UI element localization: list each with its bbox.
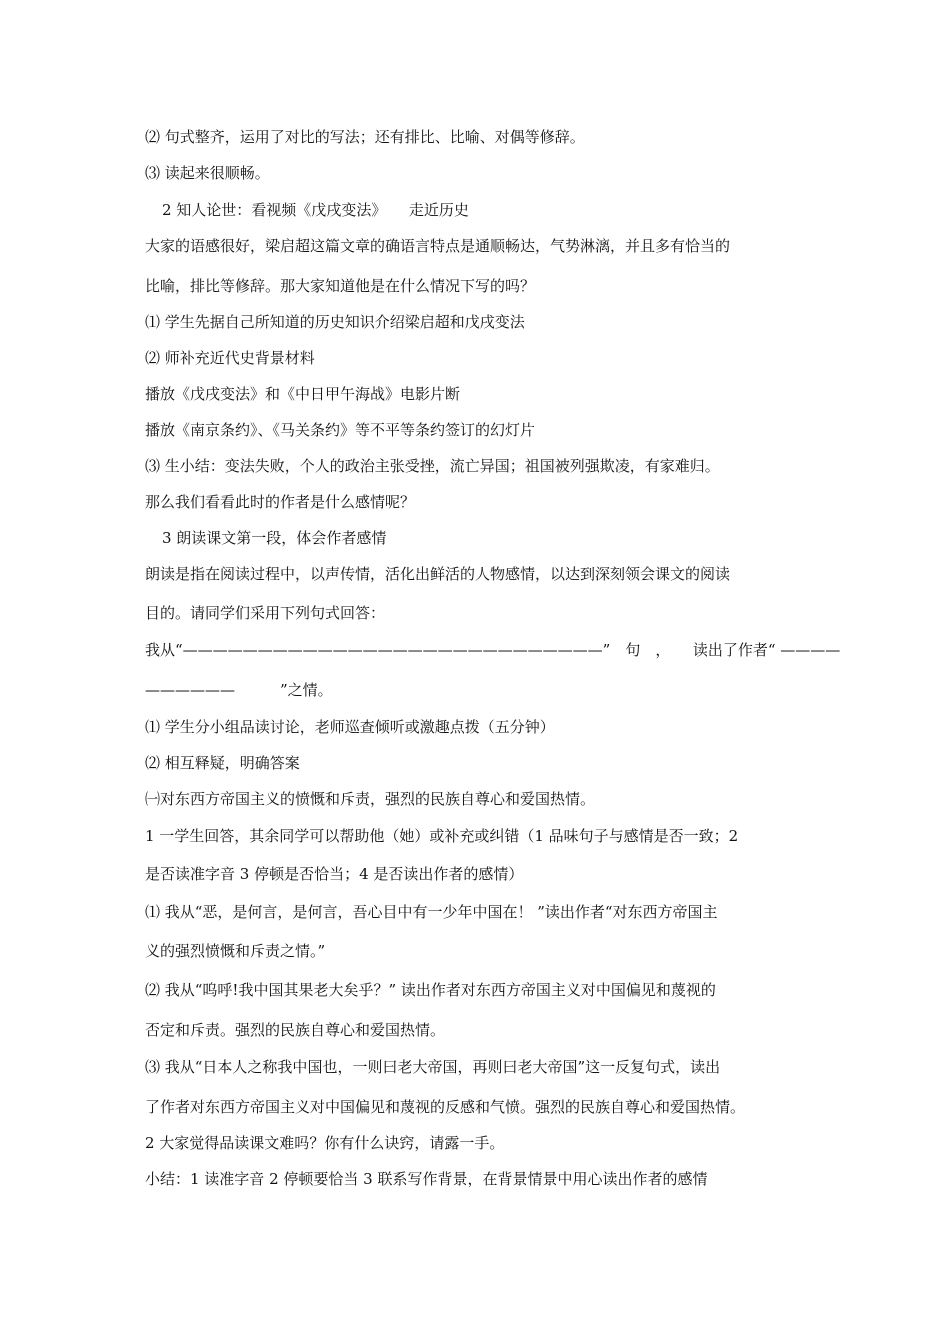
text-line: 否定和斥责。强烈的民族自尊心和爱国热情。: [145, 1021, 446, 1039]
text-line: ⑵ 我从“呜呼!我中国其果老大矣乎？” 读出作者对东西方帝国主义对中国偏见和蔑视的: [145, 981, 716, 999]
answer-template-line: —————— ”之情。: [145, 681, 333, 699]
text-line: 那么我们看看此时的作者是什么感情呢？: [145, 493, 416, 511]
text-line: 义的强烈愤慨和斥责之情。”: [145, 942, 326, 960]
text-line: 2 大家觉得品读课文难吗？你有什么诀窍，请露一手。: [145, 1134, 505, 1152]
text-line: ⑵ 句式整齐，运用了对比的写法；还有排比、比喻、对偶等修辞。: [145, 128, 585, 146]
text-line: 目的。请同学们采用下列句式回答：: [145, 604, 386, 622]
text-line: 朗读是指在阅读过程中，以声传情，活化出鲜活的人物感情，以达到深刻领会课文的阅读: [145, 565, 731, 583]
text-line: ⑴ 我从“恶，是何言，是何言，吾心目中有一少年中国在！ ”读出作者“对东西方帝国主: [145, 903, 718, 921]
section-heading: 3 朗读课文第一段，体会作者感情: [162, 529, 387, 547]
text-line: 大家的语感很好，梁启超这篇文章的确语言特点是通顺畅达，气势淋漓，并且多有恰当的: [145, 237, 731, 255]
text-line: 播放《戊戌变法》和《中日甲午海战》电影片断: [145, 385, 461, 403]
text-line: ⑶ 我从“日本人之称我中国也，一则曰老大帝国，再则曰老大帝国”这一反复句式，读出: [145, 1058, 721, 1076]
text-line: 是否读准字音 3 停顿是否恰当；4 是否读出作者的感情）: [145, 865, 524, 883]
text-line: ⑶ 读起来很顺畅。: [145, 164, 270, 182]
text-line: 1 一学生回答，其余同学可以帮助他（她）或补充或纠错（1 品味句子与感情是否一致；2: [145, 827, 739, 845]
text-line: ㈠对东西方帝国主义的愤慨和斥责，强烈的民族自尊心和爱国热情。: [145, 790, 596, 808]
summary-line: 小结：1 读准字音 2 停顿要恰当 3 联系写作背景，在背景情景中用心读出作者的感情: [145, 1170, 708, 1188]
text-line: 比喻，排比等修辞。那大家知道他是在什么情况下写的吗？: [145, 277, 536, 295]
section-heading: 2 知人论世：看视频《戊戌变法》 走近历史: [162, 201, 469, 219]
text-line: 播放《南京条约》、《马关条约》等不平等条约签订的幻灯片: [145, 421, 536, 439]
text-line: ⑵ 相互释疑，明确答案: [145, 754, 300, 772]
text-line: 了作者对东西方帝国主义对中国偏见和蔑视的反感和气愤。强烈的民族自尊心和爱国热情。: [145, 1098, 746, 1116]
text-line: ⑶ 生小结：变法失败，个人的政治主张受挫，流亡异国；祖国被列强欺凌，有家难归。: [145, 457, 720, 475]
answer-template-line: 我从“————————————————————————————” 句 ， 读出了作者“ ————: [145, 641, 841, 659]
text-line: ⑵ 师补充近代史背景材料: [145, 349, 315, 367]
text-line: ⑴ 学生分小组品读讨论，老师巡查倾听或激趣点拨（五分钟）: [145, 718, 555, 736]
text-line: ⑴ 学生先据自己所知道的历史知识介绍梁启超和戊戌变法: [145, 313, 525, 331]
